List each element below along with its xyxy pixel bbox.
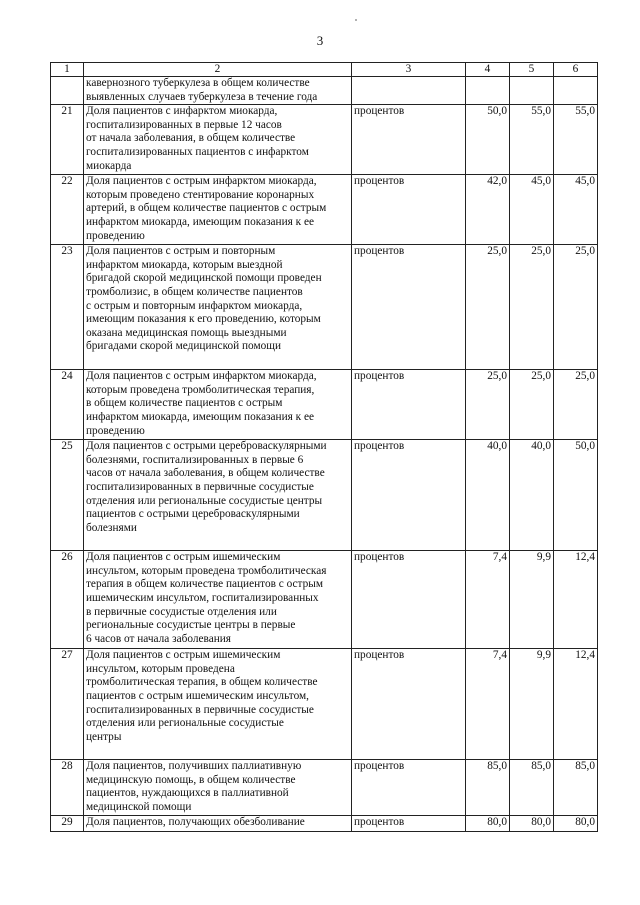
unit-of-measure: процентов: [352, 105, 466, 175]
value-col4: 40,0: [466, 440, 510, 551]
row-number: 23: [51, 245, 84, 370]
table-row: [51, 649, 598, 760]
indicator-name: Доля пациентов с инфарктом миокарда, госпитализированных в первые 12 часов от начала заболевания, в общем количестве госпитализированных пациентов с инфарктом миокарда: [84, 105, 352, 175]
column-header: 6: [554, 63, 598, 77]
indicator-name: кавернозного туберкулеза в общем количестве выявленных случаев туберкулеза в течение года: [84, 77, 352, 105]
scan-speck: [355, 19, 357, 21]
row-number: [51, 77, 84, 105]
value-col4: 80,0: [466, 816, 510, 832]
value-col5: 55,0: [510, 105, 554, 175]
indicator-name: Доля пациентов, получающих обезболивание: [84, 816, 352, 832]
value-col5: [510, 77, 554, 105]
value-col6: 80,0: [554, 816, 598, 832]
indicator-name: Доля пациентов с острым ишемическим инсультом, которым проведена тромболитическая терапия в общем количестве пациентов с острым ишемическим инсультом, госпитализированных в первичные сосудистые отделения или региональные сосудистые центры в первые 6 часов от начала заболевания: [84, 551, 352, 649]
row-number: 29: [51, 816, 84, 832]
row-number: 25: [51, 440, 84, 551]
value-col6: [554, 77, 598, 105]
value-col5: 9,9: [510, 551, 554, 649]
value-col5: 25,0: [510, 370, 554, 440]
value-col5: 85,0: [510, 760, 554, 816]
value-col6: 85,0: [554, 760, 598, 816]
unit-of-measure: процентов: [352, 649, 466, 760]
table-row: [51, 245, 598, 370]
value-col5: 25,0: [510, 245, 554, 370]
table-row: [51, 440, 598, 551]
unit-of-measure: процентов: [352, 245, 466, 370]
page-number: 3: [316, 33, 324, 48]
value-col4: [466, 77, 510, 105]
value-col4: 50,0: [466, 105, 510, 175]
value-col6: 50,0: [554, 440, 598, 551]
value-col4: 7,4: [466, 649, 510, 760]
table-row: [51, 370, 598, 440]
value-col6: 25,0: [554, 370, 598, 440]
value-col6: 12,4: [554, 551, 598, 649]
row-number: 28: [51, 760, 84, 816]
value-col4: 25,0: [466, 245, 510, 370]
unit-of-measure: [352, 77, 466, 105]
row-number: 24: [51, 370, 84, 440]
value-col5: 40,0: [510, 440, 554, 551]
unit-of-measure: процентов: [352, 370, 466, 440]
value-col4: 25,0: [466, 370, 510, 440]
unit-of-measure: процентов: [352, 760, 466, 816]
indicators-table: [50, 62, 598, 832]
indicator-name: Доля пациентов, получивших паллиативную медицинскую помощь, в общем количестве пациентов, нуждающихся в паллиативной медицинской помощи: [84, 760, 352, 816]
row-number: 26: [51, 551, 84, 649]
value-col5: 45,0: [510, 175, 554, 245]
column-header: 5: [510, 63, 554, 77]
table-row: [51, 551, 598, 649]
column-header: 2: [84, 63, 352, 77]
table-row: [51, 175, 598, 245]
indicator-name: Доля пациентов с острым инфарктом миокарда, которым проведено стентирование коронарных артерий, в общем количестве пациентов с острым инфарктом миокарда, имеющим показания к ее проведению: [84, 175, 352, 245]
table-row: [51, 816, 598, 832]
value-col4: 7,4: [466, 551, 510, 649]
table-row: [51, 105, 598, 175]
table-row: [51, 77, 598, 105]
value-col6: 12,4: [554, 649, 598, 760]
value-col5: 9,9: [510, 649, 554, 760]
column-header: 1: [51, 63, 84, 77]
indicator-name: Доля пациентов с острым инфарктом миокарда, которым проведена тромболитическая терапия, в общем количестве пациентов с острым инфарктом миокарда, имеющим показания к ее проведению: [84, 370, 352, 440]
indicator-name: Доля пациентов с острым и повторным инфарктом миокарда, которым выездной бригадой скорой медицинской помощи проведен тромболизис, в общем количестве пациентов с острым и повторным инфарктом миокарда, имеющим показания к его проведению, которым оказана медицинская помощь выездными бригадами скорой медицинской помощи: [84, 245, 352, 370]
row-number: 22: [51, 175, 84, 245]
unit-of-measure: процентов: [352, 440, 466, 551]
value-col6: 45,0: [554, 175, 598, 245]
unit-of-measure: процентов: [352, 551, 466, 649]
indicator-name: Доля пациентов с острыми цереброваскулярными болезнями, госпитализированных в первые 6 часов от начала заболевания, в общем количестве госпитализированных в первичные сосудистые отделения или региональные сосудистые центры пациентов с острыми цереброваскулярными болезнями: [84, 440, 352, 551]
column-header: 4: [466, 63, 510, 77]
unit-of-measure: процентов: [352, 175, 466, 245]
value-col4: 42,0: [466, 175, 510, 245]
value-col5: 80,0: [510, 816, 554, 832]
indicator-name: Доля пациентов с острым ишемическим инсультом, которым проведена тромболитическая терапия, в общем количестве пациентов с острым ишемическим инсультом, госпитализированных в первичные сосудистые отделения или региональные сосудистые центры: [84, 649, 352, 760]
column-header: 3: [352, 63, 466, 77]
unit-of-measure: процентов: [352, 816, 466, 832]
value-col6: 25,0: [554, 245, 598, 370]
value-col6: 55,0: [554, 105, 598, 175]
table-header-row: [51, 63, 598, 77]
table-row: [51, 760, 598, 816]
row-number: 21: [51, 105, 84, 175]
row-number: 27: [51, 649, 84, 760]
value-col4: 85,0: [466, 760, 510, 816]
